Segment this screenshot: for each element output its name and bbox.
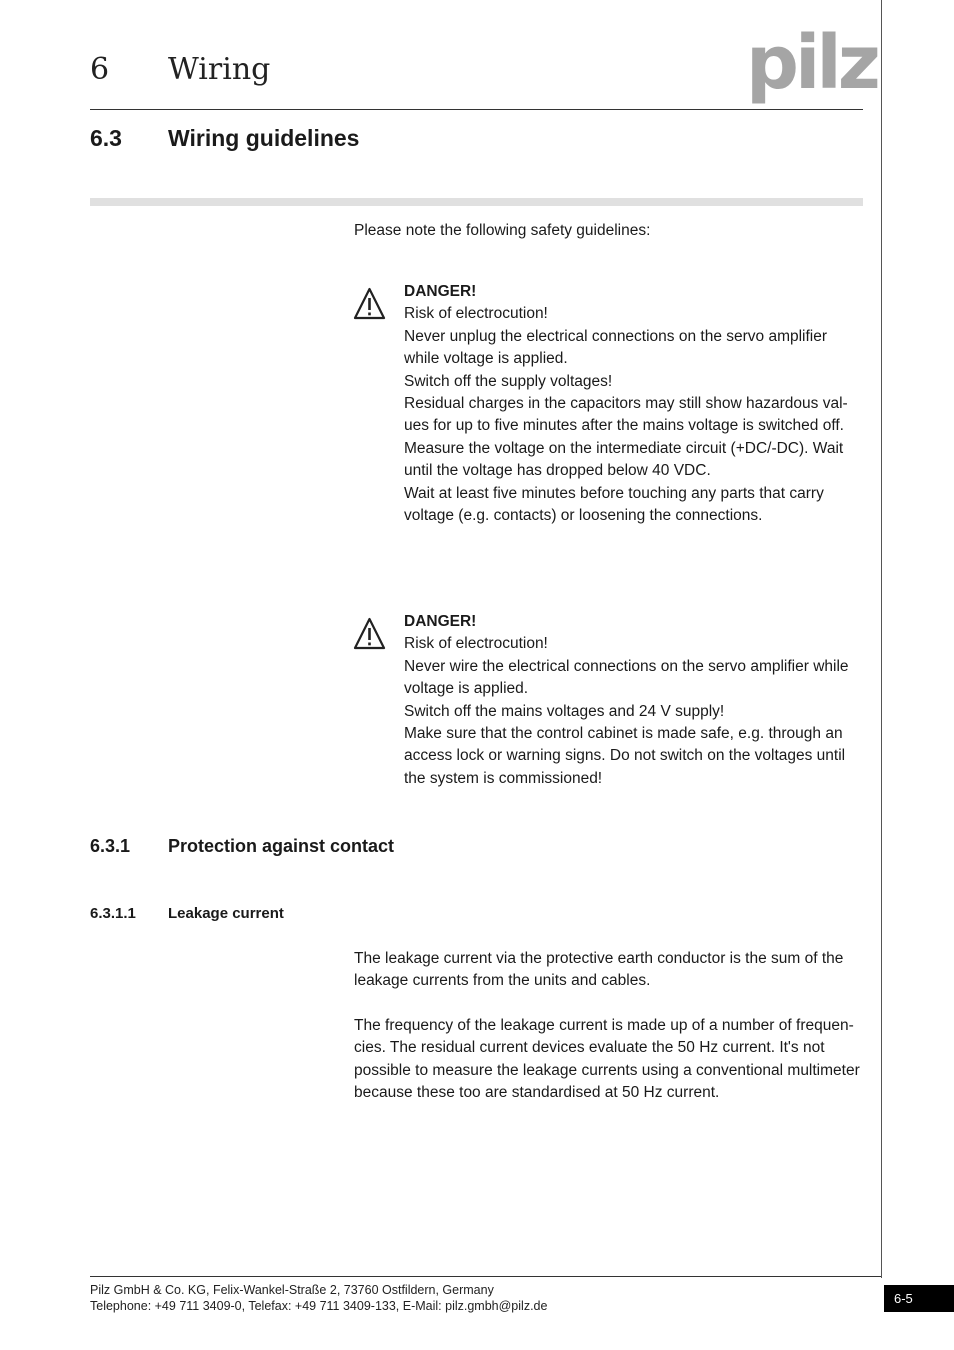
logo-text: pilz: [746, 20, 877, 106]
warning-triangle-icon: [353, 617, 386, 655]
danger-line: Measure the voltage on the intermediate circuit (+DC/-DC). Wait until the voltage has dropped below 40 VDC.: [404, 439, 844, 480]
pilz-logo: [746, 20, 877, 106]
margin-rule: [881, 0, 882, 1278]
chapter-title: Wiring: [168, 52, 271, 87]
subsection-number: 6.3.1: [90, 836, 131, 856]
danger-line: Residual charges in the capacitors may still show hazardous values for up to five minutes after the mains voltage is switched off.: [404, 395, 848, 435]
danger-line: Risk of electrocution!: [404, 635, 548, 653]
leakage-paragraph-2: The frequency of the leakage current is made up of a number of frequencies. The residual current devices evaluate the 50 Hz current. It's not possible to measure the leakage currents using a conventional multimeter because these too are standardised at 50 Hz current.: [354, 1017, 860, 1102]
intro-text: Please note the following safety guidelines:: [354, 222, 651, 239]
danger-notice-1: [404, 281, 866, 527]
section-number: 6.3: [90, 125, 122, 151]
footer-line-1: Pilz GmbH & Co. KG, Felix-Wankel-Straße 2, 73760 Ostfildern, Germany: [90, 1283, 494, 1297]
danger-line: Wait at least five minutes before touching any parts that carry voltage (e.g. contacts) or loosening the connections.: [404, 484, 824, 525]
footer-address: [90, 1282, 547, 1314]
page-number: 6-5: [884, 1285, 954, 1312]
danger-label: DANGER!: [404, 613, 477, 630]
subsection-title: Protection against contact: [168, 836, 395, 856]
danger-notice-2: [404, 611, 866, 790]
subsubsection-title: Leakage current: [168, 905, 284, 922]
footer-line-2: Telephone: +49 711 3409-0, Telefax: +49 711 3409-133, E-Mail: pilz.gmbh@pilz.de: [90, 1299, 548, 1313]
subsubsection-number: 6.3.1.1: [90, 905, 136, 922]
header-rule: [90, 109, 863, 110]
danger-line: Risk of electrocution!: [404, 305, 548, 323]
danger-label: DANGER!: [404, 283, 477, 300]
chapter-number: 6: [90, 52, 110, 87]
warning-triangle-icon: [353, 287, 386, 325]
footer-rule: [90, 1276, 881, 1277]
danger-line: Switch off the mains voltages and 24 V supply!: [404, 702, 725, 720]
section-bar: [90, 198, 863, 206]
danger-line: Switch off the supply voltages!: [404, 372, 613, 390]
section-title: Wiring guidelines: [168, 125, 360, 151]
danger-line: Never wire the electrical connections on the servo amplifier while voltage is applied.: [404, 657, 849, 698]
danger-line: Make sure that the control cabinet is made safe, e.g. through an access lock or warning signs. Do not switch on the voltages until the system is commissioned!: [404, 725, 846, 787]
danger-line: Never unplug the electrical connections on the servo amplifier while voltage is applied.: [404, 327, 828, 368]
leakage-paragraph-1: The leakage current via the protective earth conductor is the sum of the leakage currents from the units and cables.: [354, 950, 844, 990]
